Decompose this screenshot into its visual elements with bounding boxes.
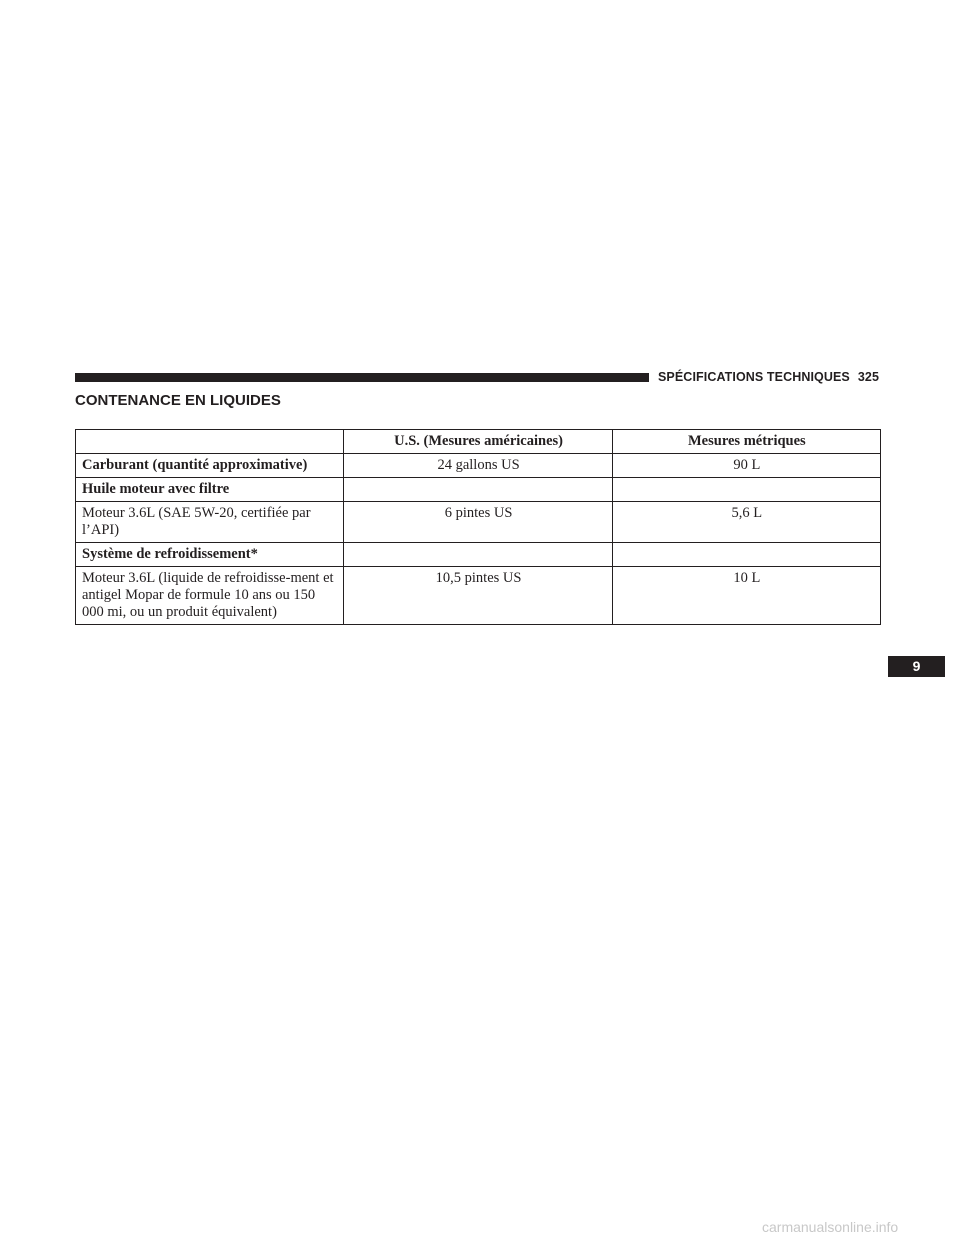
chapter-tab: 9	[888, 656, 945, 677]
fluid-capacity-table	[75, 429, 881, 625]
page-number: 325	[857, 370, 880, 384]
header-section-title: SPÉCIFICATIONS TECHNIQUES	[658, 370, 850, 384]
row-metric-value: 10 L	[612, 567, 880, 625]
column-header-label	[76, 430, 344, 454]
table-row	[76, 502, 881, 543]
row-us-value: 10,5 pintes US	[344, 567, 612, 625]
row-label: Moteur 3.6L (SAE 5W-20, certifiée par l’API)	[76, 502, 344, 543]
table-row	[76, 454, 881, 478]
table-row	[76, 478, 881, 502]
row-metric-value	[612, 478, 880, 502]
column-header-us: U.S. (Mesures américaines)	[344, 430, 612, 454]
table-row	[76, 543, 881, 567]
header-rule	[75, 373, 649, 382]
row-label: Système de refroidissement*	[76, 543, 344, 567]
row-metric-value: 90 L	[612, 454, 880, 478]
row-us-value	[344, 543, 612, 567]
column-header-metric: Mesures métriques	[612, 430, 880, 454]
watermark: carmanualsonline.info	[762, 1219, 899, 1235]
table-header-row	[76, 430, 881, 454]
row-metric-value	[612, 543, 880, 567]
running-header	[658, 370, 879, 384]
table-row	[76, 567, 881, 625]
row-label: Carburant (quantité approximative)	[76, 454, 344, 478]
row-label: Huile moteur avec filtre	[76, 478, 344, 502]
row-us-value: 6 pintes US	[344, 502, 612, 543]
section-title: CONTENANCE EN LIQUIDES	[75, 392, 281, 409]
row-us-value	[344, 478, 612, 502]
row-us-value: 24 gallons US	[344, 454, 612, 478]
row-metric-value: 5,6 L	[612, 502, 880, 543]
row-label: Moteur 3.6L (liquide de refroidisse-ment et antigel Mopar de formule 10 ans ou 150 000 mi, ou un produit équivalent)	[76, 567, 344, 625]
